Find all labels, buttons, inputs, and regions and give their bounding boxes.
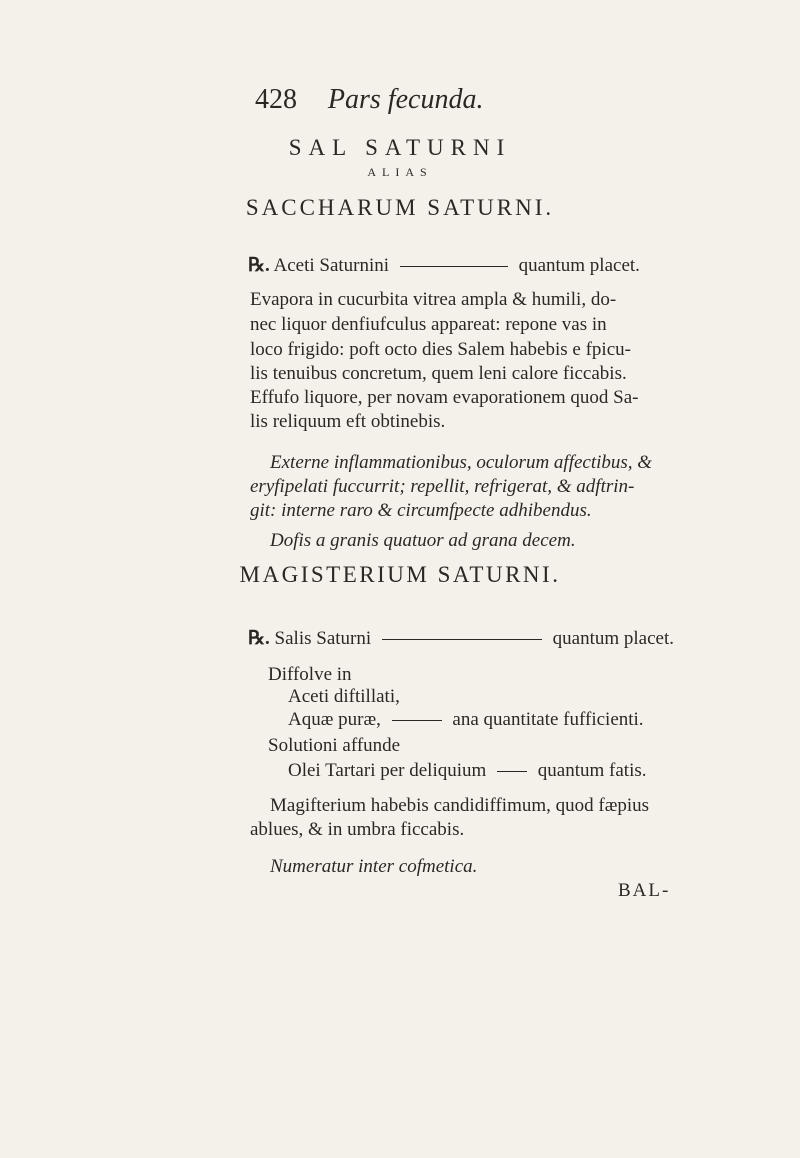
body-line: loco frigido: poft octo dies Salem habebis e fpicu- [250,339,631,360]
leader-dash [400,266,508,267]
oil-quantity: quantum fatis. [537,760,647,781]
body-line: Evapora in cucurbita vitrea ampla & humili, do- [250,289,617,310]
body-line: nec liquor denfiufculus appareat: repone vas in [250,314,607,335]
body-line: lis reliquum eft obtinebis. [250,411,446,432]
ingredient-line: Aceti diftillati, [288,686,400,707]
leader-dash [497,771,527,772]
body-line: Effufo liquore, per novam evaporationem quod Sa- [250,387,639,408]
ingredient-line [288,709,644,731]
oil-name: Olei Tartari per deliquium [288,760,487,781]
page-number: 428 [255,84,297,115]
ingredient-quantity: ana quantitate fufficienti. [452,709,644,730]
recipe-line [248,254,640,277]
oil-line [288,760,647,782]
running-title: Pars fecunda. [327,84,484,115]
usage-line: git: interne raro & circumfpecte adhibendus. [250,500,592,521]
ingredient-name: Aquæ puræ, [288,709,381,730]
section-title-magisterium: MAGISTERIUM SATURNI. [239,562,561,587]
leader-dash [392,720,442,721]
recipe-line [248,627,674,650]
solution-line: Solutioni affunde [268,735,401,756]
numeratur-line: Numeratur inter cofmetica. [270,856,478,877]
body-line: lis tenuibus concretum, quem leni calore ficcabis. [250,363,627,384]
usage-line: Externe inflammationibus, oculorum affectibus, & [270,452,653,473]
dose-line: Dofis a granis quatuor ad grana decem. [270,530,576,551]
recipe-symbol: ℞. [248,628,270,649]
leader-dash [382,639,542,640]
section-title-sal-saturni: SAL SATURNI [288,135,512,160]
dissolve-line: Diffolve in [268,664,352,685]
body-line: ablues, & in umbra ficcabis. [250,819,465,840]
recipe-symbol: ℞. [248,255,270,276]
body-line: Magifterium habebis candidiffimum, quod fæpius [270,795,650,816]
catchword: BAL- [618,880,671,901]
recipe-item: Aceti Saturnini [273,255,390,276]
recipe-item: Salis Saturni [274,628,372,649]
recipe-quantity: quantum placet. [552,628,674,649]
section-subtitle: SACCHARUM SATURNI. [245,195,555,220]
recipe-quantity: quantum placet. [518,255,640,276]
alias-label: ALIAS [367,165,433,179]
page-header [255,82,483,116]
usage-line: eryfipelati fuccurrit; repellit, refrigerat, & adftrin- [250,476,635,497]
